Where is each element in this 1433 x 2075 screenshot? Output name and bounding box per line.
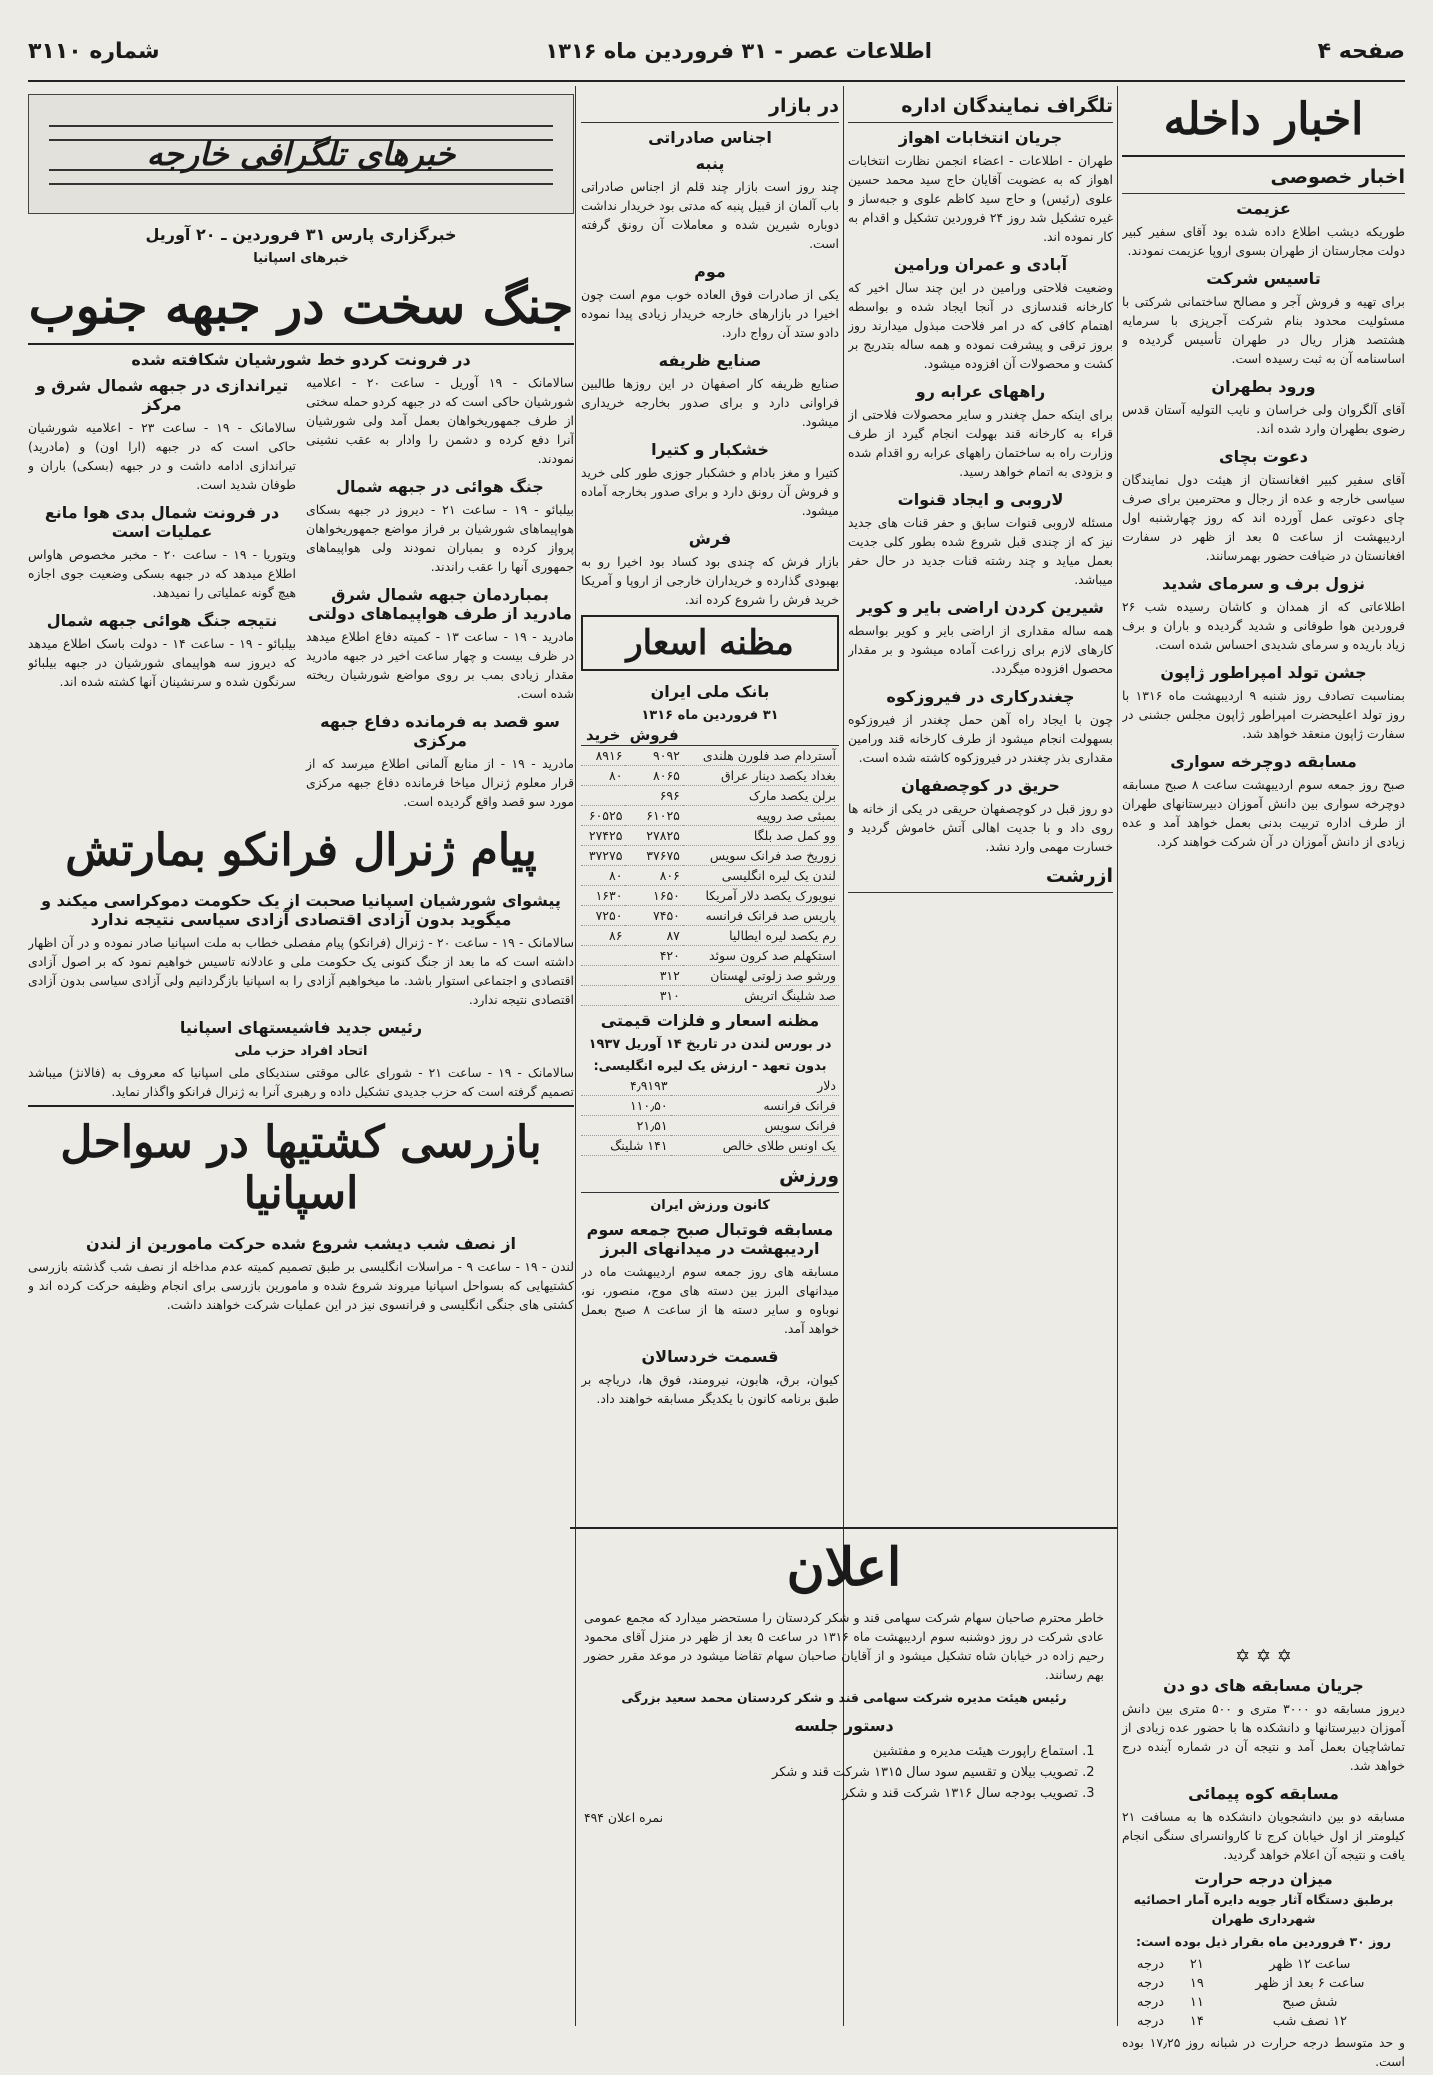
rates-date: ۳۱ فروردین ماه ۱۳۱۶ — [641, 708, 779, 723]
masthead — [28, 22, 1405, 82]
star-divider: ✡ ✡ ✡ — [1235, 1646, 1292, 1667]
telegram-text: طهران - اطلاعات - اعضاء انجمن نظارت انتخابات اهواز که به عضویت آقایان حاج سید محمد حسین علوی (رئیس) و حاج سید کاظم علوی و جبه‌ساز و غیره تشکیل شد روز ۲۴ فروردین تشکیل و اقدام به کار نموده اند. — [848, 153, 1113, 244]
rate-row — [581, 966, 839, 986]
temperature-row — [1122, 2012, 1405, 2031]
agenda-item: 1. استماع راپورت هیئت مدیره و مفتشین — [570, 1741, 1078, 1762]
article-text: لندن - ۱۹ - ساعت ۹ - مراسلات انگلیسی بر طبق تصمیم کمیته عدم مداخله از نصف شب گذشته بازرسی کشتیهایی که بسواحل اسپانیا میروند شروع شده و مامورین بازرسی برای انجام وظیفه حرکت کرده اند و کشتی های جنگی انگلیسی و فرانسوی نیز در این عملیات شرکت خواهند داشت. — [28, 1259, 574, 1312]
region-heading: ازرشت — [848, 860, 1113, 893]
sell-rate: ۲۷۸۲۵ — [625, 826, 682, 846]
currency-name: برلن یکصد مارک — [683, 786, 839, 806]
temperature-unit: درجه — [1136, 1976, 1165, 1991]
sell-rate: ۴۲۰ — [625, 946, 682, 966]
sell-rate: ۸۰۶۵ — [625, 766, 682, 786]
market-item-heading: فرش — [688, 529, 732, 548]
rate-row — [581, 846, 839, 866]
bank-name: بانک ملی ایران — [650, 682, 770, 701]
temperature-time: ساعت ۱۲ ظهر — [1269, 1957, 1351, 1972]
article-text: سالامانک - ۱۹ - ساعت ۲۱ - شورای عالی موقتی سندیکای ملی اسپانیا که معروف به (فالانژ) میباشد تصمیم گرفته است که حزب جدیدی تشکیل داده و رهبری آنرا به ژنرال فرانکو واگذار نماید. — [28, 1065, 574, 1099]
telegram-text: وضعیت فلاحتی ورامین در این چند سال اخیر که کارخانه قندسازی در آنجا ایجاد شده و بواسطه اهتمام کافی که در امر فلاحت مبذول میدارند روز بروز ترقی و پیشرفت نموده و همه ساله بتدریج بر کشت و محصولات آن افزوده میشود. — [848, 280, 1113, 371]
metal-name: یک اونس طلای خالص — [671, 1136, 839, 1156]
subhead-inspection: از نصف شب دیشب شروع شده حرکت مامورین از لندن — [85, 1234, 517, 1253]
sell-rate: ۷۴۵۰ — [625, 906, 682, 926]
temperature-source: برطبق دستگاه آثار جویه دایره آمار احصائیه شهرداری طهران — [1133, 1892, 1394, 1926]
news-heading: عزیمت — [1236, 199, 1291, 218]
agenda-item: 3. تصویب بودجه سال ۱۳۱۶ شرکت قند و شکر — [570, 1783, 1078, 1804]
agenda-list — [570, 1741, 1118, 1804]
buy-rate: ۷۲۵۰ — [581, 906, 625, 926]
news-heading: ورود بطهران — [1211, 377, 1316, 396]
news-heading: جشن تولد امپراطور ژاپون — [1160, 663, 1367, 682]
buy-rate — [581, 966, 625, 986]
page-number: صفحه ۴ — [1317, 38, 1405, 64]
market-item-text: کتیرا و مغز بادام و خشکبار جوزی طور کلی خرید و فروش آن رونق دارد و برای صدور بخارجه آماده میشود. — [581, 465, 839, 518]
foreign-news-banner — [28, 94, 574, 214]
market-heading: در بازار — [581, 90, 839, 123]
sell-rate: ۸۰۶ — [625, 866, 682, 886]
rates-header-name — [683, 725, 839, 746]
metal-value: ۴٫۹۱۹۳ — [581, 1076, 671, 1096]
buy-rate: ۸۰ — [581, 866, 625, 886]
market-column — [581, 86, 839, 1526]
telegram-heading: جریان انتخابات اهواز — [898, 128, 1063, 147]
sport-heading: ورزش — [581, 1160, 839, 1193]
sell-rate: ۸۷ — [625, 926, 682, 946]
temperature-unit: درجه — [1136, 2014, 1165, 2029]
market-item-text: بازار فرش که چندی بود کساد بود اخیرا رو به بهبودی گذارده و خریداران خارجی از اروپا و آمریکا خرید فرش را شروع کرده اند. — [581, 554, 839, 607]
metal-row — [581, 1096, 839, 1116]
buy-rate: ۸۰ — [581, 766, 625, 786]
rate-row — [581, 746, 839, 766]
metals-title: مظنه اسعار و فلزات قیمتی — [600, 1011, 820, 1030]
buy-rate: ۳۷۲۷۵ — [581, 846, 625, 866]
advertisement-body: خاطر محترم صاحبان سهام شرکت سهامی قند و شکر کردستان را مستحضر میدارد که مجمع عمومی عادی شرکت در روز دوشنبه سوم اردیبهشت ماه ۱۳۱۶ در ساعت ۵ بعد از ظهر در منزل آقای محمود رحیم زاده در خیابان شاه تشکیل میشود و از آقایان صاحبان سهام تقاضا میشود در موعد مقرر حضور بهم رسانند. — [584, 1610, 1104, 1682]
article-heading: بمباردمان جبهه شمال شرق مادرید از طرف هواپیماهای دولتی — [308, 585, 572, 623]
temperature-unit: درجه — [1136, 1957, 1165, 1972]
buy-rate — [581, 986, 625, 1006]
advertisement — [570, 1527, 1118, 2023]
article-text: بیلبائو - ۱۹ - ساعت ۲۱ - دیروز در جبهه بسکای هواپیماهای شورشیان بر فراز مواضع جمهوریخواهان پرواز کرده و بمباران نمودند ولی هواپیماهای جمهوری آنها را عقب راندند. — [306, 502, 574, 574]
sell-rate: ۹۰۹۲ — [625, 746, 682, 766]
advertisement-signer: رئیس هیئت مدیره شرکت سهامی قند و شکر کردستان محمد سعید بزرگی — [621, 1690, 1067, 1705]
telegram-text: همه ساله مقداری از اراضی بایر و کویر بواسطه کارهای لازم برای زراعت آماده میشود و بر مقدار محصول افزوده میگردد. — [848, 623, 1113, 676]
temperature-value: ۲۱ — [1189, 1957, 1204, 1972]
news-text: آقای آلگروان ولی خراسان و نایب التولیه آستان قدس رضوی بطهران وارد شده اند. — [1122, 402, 1405, 436]
buy-rate: ۲۷۴۲۵ — [581, 826, 625, 846]
telegram-heading: آبادی و عمران ورامین — [893, 255, 1068, 274]
subhead-franco: پیشوای شورشیان اسپانیا صحبت از یک حکومت دموکراسی میکند و میگوید بدون آزادی اقتصادی آزادی سیاسی نتیجه ندارد — [41, 891, 561, 929]
temperature-time: ساعت ۶ بعد از ظهر — [1255, 1976, 1365, 1991]
metal-value: ۲۱٫۵۱ — [581, 1116, 671, 1136]
telegram-heading: چغندرکاری در فیروزکوه — [886, 687, 1075, 706]
news-heading: دعوت بچای — [1218, 447, 1309, 466]
rate-row — [581, 906, 839, 926]
currency-name: زوریخ صد فرانک سویس — [683, 846, 839, 866]
subhead-cordoba: در فرونت کردو خط شورشیان شکافته شده — [131, 350, 471, 369]
metals-table — [581, 1076, 839, 1156]
market-item-text: یکی از صادرات فوق العاده خوب موم است چون اخیرا در بازارهای خارجه خریدار زیادی پیدا نموده دادو ستد آن رواج دارد. — [581, 287, 839, 340]
article-text: مادرید - ۱۹ - از منابع آلمانی اطلاع میرسد که از قرار معلوم ژنرال میاخا فرمانده دفاع جبهه مرکزی مورد سو قصد واقع گردیده است. — [306, 756, 574, 809]
currency-name: صد شلینگ اتریش — [683, 986, 839, 1006]
telegram-heading: لاروبی و ایجاد قنوات — [897, 490, 1064, 509]
temperature-time: ۱۲ نصف شب — [1272, 2014, 1347, 2029]
telegram-heading: شیرین کردن اراضی بایر و کویر — [857, 598, 1104, 617]
agenda-item: 2. تصویب بیلان و تقسیم سود سال ۱۳۱۵ شرکت قند و شکر — [570, 1762, 1078, 1783]
banner-line — [49, 125, 553, 127]
currency-name: لندن یک لیره انگلیسی — [683, 866, 839, 886]
buy-rate: ۶۰۵۲۵ — [581, 806, 625, 826]
article-heading: نتیجه جنگ هوائی جبهه شمال — [46, 611, 278, 630]
rate-row — [581, 886, 839, 906]
article-text: ویتوریا - ۱۹ - ساعت ۲۰ - مخبر مخصوص هاواس اطلاع میدهد که در جبهه بسکی وضعیت جوی اجازه هیچ گونه عملیاتی را نمیدهد. — [28, 547, 296, 600]
buy-rate: ۱۶۳۰ — [581, 886, 625, 906]
temperature-unit: درجه — [1136, 1995, 1165, 2010]
currency-name: ورشو صد زلوتی لهستان — [683, 966, 839, 986]
temperature-heading: میزان درجه حرارت — [1194, 1870, 1333, 1888]
currency-name: پاریس صد فرانک فرانسه — [683, 906, 839, 926]
temperature-row — [1122, 1955, 1405, 1974]
domestic-news-title: اخبار داخله — [1122, 86, 1405, 157]
sport-item-text: مسابقه های روز جمعه سوم اردیبهشت ماه در میدانهای البرز بین دسته های موج، منصور، نو، نوباوه و سایر دسته ها از ساعت ۸ صبح بعمل خواهد آمد. — [581, 1264, 839, 1336]
news-heading: جریان مسابقه های دو دن — [1163, 1676, 1364, 1695]
news-text: بمناسبت تصادف روز شنبه ۹ اردیبهشت ماه ۱۳۱۶ با روز تولد اعلیحضرت امپراطور ژاپون مجلس جشنی در سفارت ژاپون منعقد خواهد شد. — [1122, 688, 1405, 741]
export-heading: اجناس صادراتی — [648, 128, 772, 147]
telegram-heading: راههای عرابه رو — [915, 382, 1046, 401]
temperature-table — [1122, 1955, 1405, 2031]
article-heading: سو قصد به فرمانده دفاع جبهه مرکزی — [320, 712, 560, 750]
telegram-text: چون با ایجاد راه آهن حمل چغندر از فیروزکوه بسهولت انجام میشود از طرف کارخانه قند ورامین مقداری بذر چغندر در فیروزکوه کاشته شده است. — [848, 712, 1113, 765]
sell-rate: ۳۱۲ — [625, 966, 682, 986]
market-item-heading: خشکبار و کتیرا — [651, 440, 769, 459]
article-heading: در فرونت شمال بدی هوا مانع عملیات است — [44, 503, 280, 541]
sport-item-text: کیوان، برق، هابون، نیرومند، فوق ها، دریاچه بر طبق برنامه کانون با یکدیگر مسابقه خواهند داد. — [581, 1372, 839, 1406]
issue-number: شماره ۳۱۱۰ — [28, 38, 160, 64]
article-text: سالامانک - ۱۹ آوریل - ساعت ۲۰ - اعلامیه شورشیان حاکی است که در جبهه کردو حمله سختی از طرف جمهوریخواهان بعمل آمد ولی شورشیان آنرا دفع کرده و دشمن را وادار به عقب نشینی نمودند. — [306, 375, 574, 466]
sell-rate: ۱۶۵۰ — [625, 886, 682, 906]
foreign-news-column — [28, 86, 574, 2026]
rate-row — [581, 986, 839, 1006]
news-heading: تاسیس شرکت — [1206, 269, 1321, 288]
metal-name: فرانک سویس — [671, 1116, 839, 1136]
news-text: صبح روز جمعه سوم اردیبهشت ساعت ۸ صبح مسابقه دوچرخه سواری بین دانش آموزان دبیرستانهای طهران از طرف اداره تربیت بدنی بعمل خواهد آمد و عده زیادی از دانش آموزان در آن شرکت خواهند کرد. — [1122, 777, 1405, 849]
market-item-text: چند روز است بازار چند قلم از اجناس صادراتی باب آلمان از قبیل پنبه که مدتی بود خریدار نداشت دوباره شیرین شده و معاملات آن رونق گرفته است. — [581, 179, 839, 251]
advertisement-title: اعلان — [786, 1537, 902, 1598]
special-news-heading: اخبار خصوصی — [1122, 161, 1405, 194]
market-item-text: صنایع ظریفه کار اصفهان در این روزها طالبین فراوانی دارد و برای صدور بخارجه خریداری میشود. — [581, 376, 839, 429]
buy-rate: ۸۹۱۶ — [581, 746, 625, 766]
rate-row — [581, 766, 839, 786]
currency-name: نیویورک یکصد دلار آمریکا — [683, 886, 839, 906]
banner-title: خبرهای تلگرافی خارجه — [146, 135, 456, 173]
temperature-row — [1122, 1993, 1405, 2012]
rates-title: مظنه اسعار — [581, 615, 839, 671]
sport-club: کانون ورزش ایران — [650, 1198, 770, 1213]
news-heading: مسابقه کوه پیمائی — [1188, 1784, 1339, 1803]
banner-line — [49, 183, 553, 185]
article-text: بیلبائو - ۱۹ - ساعت ۱۴ - دولت باسک اطلاع میدهد که دیروز سه هواپیمای شورشیان در جبهه بیلبائو سرنگون شده و سرنشینان آنها کشته شده اند. — [28, 636, 296, 689]
telegram-heading: حریق در کوچصفهان — [901, 776, 1060, 795]
buy-rate: ۸۶ — [581, 926, 625, 946]
market-item-heading: پنبه — [695, 154, 725, 173]
advertisement-number: نمره اعلان ۴۹۴ — [584, 1810, 664, 1825]
buy-rate — [581, 786, 625, 806]
market-item-heading: موم — [694, 262, 726, 281]
currency-name: بغداد یکصد دینار عراق — [683, 766, 839, 786]
rate-row — [581, 806, 839, 826]
article-heading: تیراندازی در جبهه شمال شرق و مرکز — [35, 376, 289, 414]
rate-row — [581, 946, 839, 966]
buy-rate — [581, 946, 625, 966]
temperature-day: روز ۳۰ فروردین ماه بقرار ذیل بوده است: — [1135, 1934, 1392, 1949]
rates-header-sell: فروش — [625, 725, 682, 746]
metal-row — [581, 1136, 839, 1156]
article-heading: جنگ هوائی در جبهه شمال — [336, 477, 544, 496]
metal-value: ۱۴۱ شلینگ — [581, 1136, 671, 1156]
currency-name: وو کمل صد بلگا — [683, 826, 839, 846]
paper-date: اطلاعات عصر - ۳۱ فروردین ماه ۱۳۱۶ — [545, 39, 932, 63]
telegram-column — [848, 86, 1113, 1526]
rate-row — [581, 826, 839, 846]
article-text: سالامانک - ۱۹ - ساعت ۲۳ - اعلامیه شورشیان حاکی است که در جبهه (ارا اون) و (مادرید) تیراندازی ادامه داشت و در جبهه (بسکی) باران و طوفان شدید است. — [28, 420, 296, 492]
gold-note: بدون تعهد - ارزش یک لیره انگلیسی: — [593, 1059, 827, 1074]
metal-name: فرانک فرانسه — [671, 1096, 839, 1116]
article-text: سالامانک - ۱۹ - ساعت ۲۰ - ژنرال (فرانکو) پیام مفصلی خطاب به ملت اسپانیا صادر نموده و در آن اظهار داشته است که ما بعد از جنگ کنونی یک حکومت ملی و عادلانه تاسیس خواهیم نمود که بر اصول آزادی اقتصادی و اجتماعی استوار باشد. ما میخواهیم آزادی را به اسپانیا بازگردانیم ولی آزادی سیاسی بدون آزادی اقتصادی نتیجه ندارد. — [28, 935, 574, 1007]
sport-item-heading: قسمت خردسالان — [641, 1347, 779, 1366]
domestic-news-lower — [1122, 1642, 1405, 2075]
temperature-value: ۱۱ — [1189, 1995, 1204, 2010]
telegram-heading: تلگراف نمایندگان اداره — [848, 90, 1113, 123]
london-date: در بورس لندن در تاریخ ۱۴ آوریل ۱۹۳۷ — [588, 1037, 832, 1052]
news-text: طوریکه دیشب اطلاع داده شده بود آقای سفیر کبیر دولت مجارستان از طهران بسوی اروپا عزیمت نمودند. — [1122, 224, 1405, 258]
pars-agency: خبرگزاری پارس ۳۱ فروردین ـ ۲۰ آوریل — [145, 225, 457, 244]
domestic-news-column — [1122, 86, 1405, 1636]
article-heading: رئیس جدید فاشیستهای اسپانیا — [179, 1018, 423, 1037]
agenda-title: دستور جلسه — [794, 1716, 894, 1735]
metal-row — [581, 1116, 839, 1136]
sell-rate: ۳۱۰ — [625, 986, 682, 1006]
rate-row — [581, 786, 839, 806]
currency-name: رم یکصد لیره ایطالیا — [683, 926, 839, 946]
exchange-rates-table — [581, 725, 839, 1006]
sport-item-heading: مسابقه فوتبال صبح جمعه سوم اردیبهشت در میدانهای البرز — [586, 1220, 834, 1258]
news-heading: نزول برف و سرمای شدید — [1161, 574, 1366, 593]
article-subheading: اتحاد افراد حزب ملی — [234, 1044, 368, 1059]
rates-header-buy: خرید — [581, 725, 625, 746]
telegram-text: دو روز قبل در کوچصفهان حریقی در یکی از خانه ها روی داد و با جدیت اهالی آتش خاموش گردید و خسارت مهمی وارد نشد. — [848, 801, 1113, 854]
news-heading: مسابقه دوچرخه سواری — [1170, 752, 1357, 771]
sell-rate: ۶۹۶ — [625, 786, 682, 806]
sell-rate: ۶۱۰۲۵ — [625, 806, 682, 826]
headline-franco-message: پیام ژنرال فرانکو بمارتش — [65, 825, 537, 876]
market-item-heading: صنایع ظریفه — [658, 351, 762, 370]
telegram-text: مسئله لاروبی قنوات سابق و حفر قنات های جدید نیز که از چندی قبل شروع شده بطور کلی جدیت بعمل میاید و چند رشته قنات جدید در حال حفر میباشد. — [848, 515, 1113, 587]
news-text: آقای سفیر کبیر افغانستان از هیئت دول نمایندگان سیاسی خارجه و عده از رجال و محترمین برای صرف چای دعوتی عمل آورده اند که روز چهارشنبه اول اردیبهشت از ساعت ۵ بعد از ظهر در سفارت افغانستان در ضیافت حضور بهمرسانند. — [1122, 472, 1405, 563]
rates-header-row — [581, 725, 839, 746]
rate-row — [581, 866, 839, 886]
temperature-value: ۱۹ — [1189, 1976, 1204, 1991]
temperature-note: و حد متوسط درجه حرارت در شبانه روز ۱۷٫۲۵ بوده است. — [1122, 2035, 1405, 2069]
spain-label: خبرهای اسپانیا — [253, 251, 349, 266]
telegram-text: برای اینکه حمل چغندر و سایر محصولات فلاحتی از قراء به کارخانه قند بهولت انجام گیرد از طرف وزارت راه به ساختمان راههای عرابه رو اقدام شده و بزودی به اتمام خواهد رسید. — [848, 407, 1113, 479]
currency-name: آستردام صد فلورن هلندی — [683, 746, 839, 766]
metal-value: ۱۱۰٫۵۰ — [581, 1096, 671, 1116]
temperature-row — [1122, 1974, 1405, 1993]
sell-rate: ۳۷۶۷۵ — [625, 846, 682, 866]
article-text: مادرید - ۱۹ - ساعت ۱۳ - کمیته دفاع اطلاع میدهد در ظرف بیست و چهار ساعت اخیر در جبهه مادرید مقدار زیادی بمب بر روی مواضع شورشیان ریخته شده است. — [306, 629, 574, 701]
news-text: دیروز مسابقه دو ۳۰۰۰ متری و ۵۰۰ متری بین دانش آموزان دبیرستانها و دانشکده ها با حضور عده زیادی از تماشاچیان بعمل آمد و نتیجه آن در شماره آینده درج خواهد شد. — [1122, 1701, 1406, 1773]
newspaper-page — [28, 22, 1406, 2069]
currency-name: بمبئی صد روپیه — [683, 806, 839, 826]
news-text: برای تهیه و فروش آجر و مصالح ساختمانی شرکتی با مسئولیت محدود بنام شرکت آجرپزی با سرمایه هشتصد هزار ریال در طهران تأسیس گردیده و اساسنامه آن به ثبت رسیده است. — [1122, 294, 1405, 366]
temperature-value: ۱۴ — [1189, 2014, 1204, 2029]
temperature-time: شش صبح — [1282, 1995, 1338, 2010]
metal-row — [581, 1076, 839, 1096]
headline-south-front: جنگ سخت در جبهه جنوب — [28, 268, 574, 345]
metal-name: دلار — [671, 1076, 839, 1096]
currency-name: استکهلم صد کرون سوئد — [683, 946, 839, 966]
rate-row — [581, 926, 839, 946]
headline-ship-inspection: بازرسی کشتیها در سواحل اسپانیا — [28, 1105, 574, 1229]
news-text: مسابقه دو بین دانشجویان دانشکده ها به مسافت ۲۱ کیلومتر از اول خیابان کرج تا کاروانسرای سنگی انجام یافت و نتیجه آن اعلام خواهد گردید. — [1122, 1809, 1405, 1862]
news-text: اطلاعاتی که از همدان و کاشان رسیده شب ۲۶ فروردین هوا طوفانی و شدید گردیده و باران و برف زیاد باریده و سرمای شدیدی احساس شده است. — [1122, 599, 1405, 652]
